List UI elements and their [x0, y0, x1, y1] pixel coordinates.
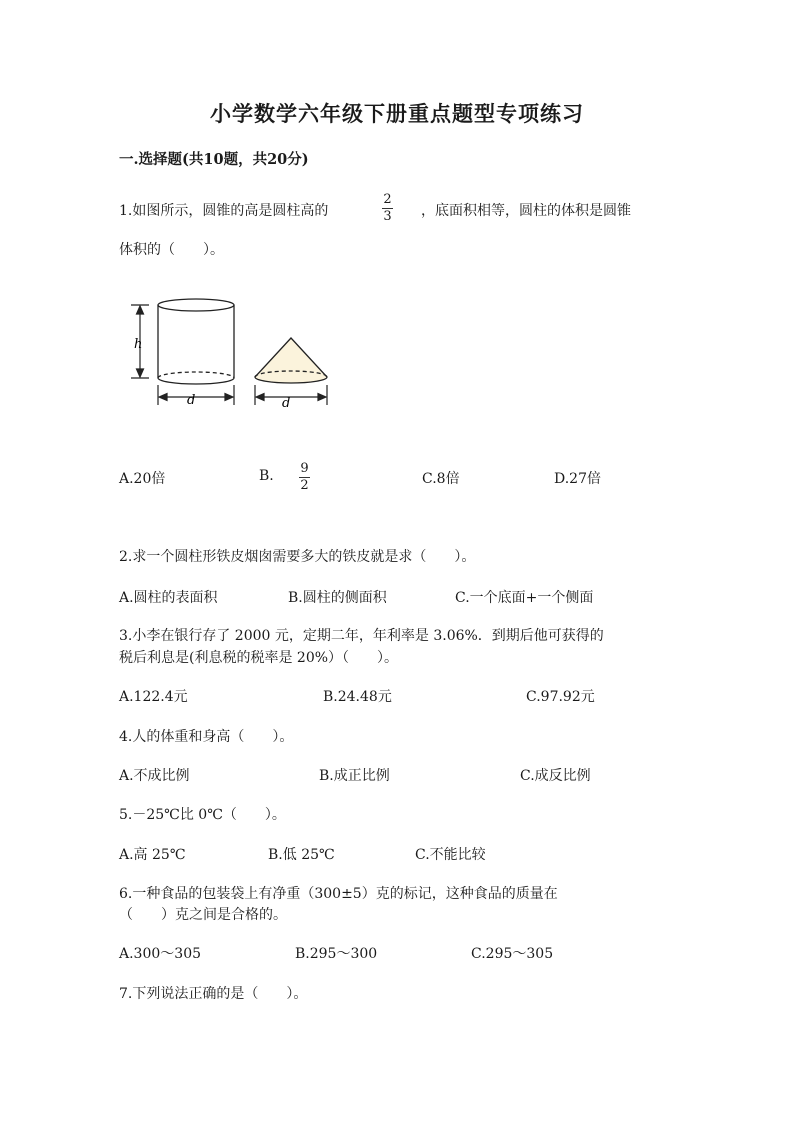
q1-option-b[interactable]: B.: [259, 468, 274, 484]
q2-option-c[interactable]: C.一个底面+一个侧面: [455, 590, 594, 606]
cone-diameter-label: d: [282, 396, 291, 411]
q5-option-b[interactable]: B.低 25℃: [268, 847, 335, 863]
q2-option-b[interactable]: B.圆柱的侧面积: [288, 590, 387, 606]
question-6-line-1: 6.一种食品的包装袋上有净重（300±5）克的标记，这种食品的质量在: [119, 886, 558, 902]
q4-option-c[interactable]: C.成反比例: [520, 768, 591, 784]
height-label: h: [134, 337, 143, 352]
cylinder-cone-figure: [125, 296, 335, 412]
question-2-text: 2.求一个圆柱形铁皮烟囱需要多大的铁皮就是求（ ）。: [119, 549, 476, 565]
fraction-numerator: 2: [383, 192, 392, 207]
q6-option-a[interactable]: A.300～305: [119, 946, 202, 962]
cylinder-diameter-arrow: [158, 385, 234, 405]
cone-diameter-arrow: [255, 385, 327, 405]
q4-option-a[interactable]: A.不成比例: [119, 768, 190, 784]
section-heading: 一.选择题(共10题，共20分): [119, 151, 309, 168]
question-3-line-2: 税后利息是(利息税的税率是 20%）（ ）。: [119, 650, 399, 666]
cone-shape: [255, 338, 327, 383]
q3-option-b[interactable]: B.24.48元: [323, 689, 392, 705]
question-1-fraction: [382, 193, 393, 224]
question-1-text-c: 体积的（ ）。: [119, 242, 224, 258]
question-5-text: 5.－25℃比 0℃（ ）。: [119, 807, 286, 823]
cylinder-shape: [158, 299, 234, 384]
q4-option-b[interactable]: B.成正比例: [319, 768, 390, 784]
q5-option-a[interactable]: A.高 25℃: [119, 847, 186, 863]
q5-option-c[interactable]: C.不能比较: [415, 847, 486, 863]
q3-option-a[interactable]: A.122.4元: [119, 689, 188, 705]
fraction-numerator: 9: [300, 461, 309, 476]
question-7-text: 7.下列说法正确的是（ ）。: [119, 986, 308, 1002]
q6-option-b[interactable]: B.295～300: [295, 946, 378, 962]
question-1-text-a: 1.如图所示，圆锥的高是圆柱高的: [119, 203, 329, 219]
q2-option-a[interactable]: A.圆柱的表面积: [119, 590, 218, 606]
fraction-denominator: 3: [383, 209, 392, 224]
q1-option-c[interactable]: C.8倍: [422, 471, 460, 487]
question-1-text-b: ，底面积相等，圆柱的体积是圆锥: [421, 203, 631, 219]
fraction-denominator: 2: [300, 478, 309, 493]
q6-option-c[interactable]: C.295～305: [471, 946, 554, 962]
q1-option-d[interactable]: D.27倍: [554, 471, 601, 487]
q3-option-c[interactable]: C.97.92元: [526, 689, 595, 705]
question-4-text: 4.人的体重和身高（ ）。: [119, 729, 294, 745]
question-3-line-1: 3.小李在银行存了 2000 元，定期二年，年利率是 3.06%．到期后他可获得的: [119, 628, 604, 644]
page-title: 小学数学六年级下册重点题型专项练习: [210, 101, 584, 126]
q1-option-b-fraction: [299, 462, 310, 493]
q1-option-a[interactable]: A.20倍: [119, 471, 166, 487]
cylinder-diameter-label: d: [187, 393, 196, 408]
question-6-line-2: （ ）克之间是合格的。: [119, 907, 287, 923]
